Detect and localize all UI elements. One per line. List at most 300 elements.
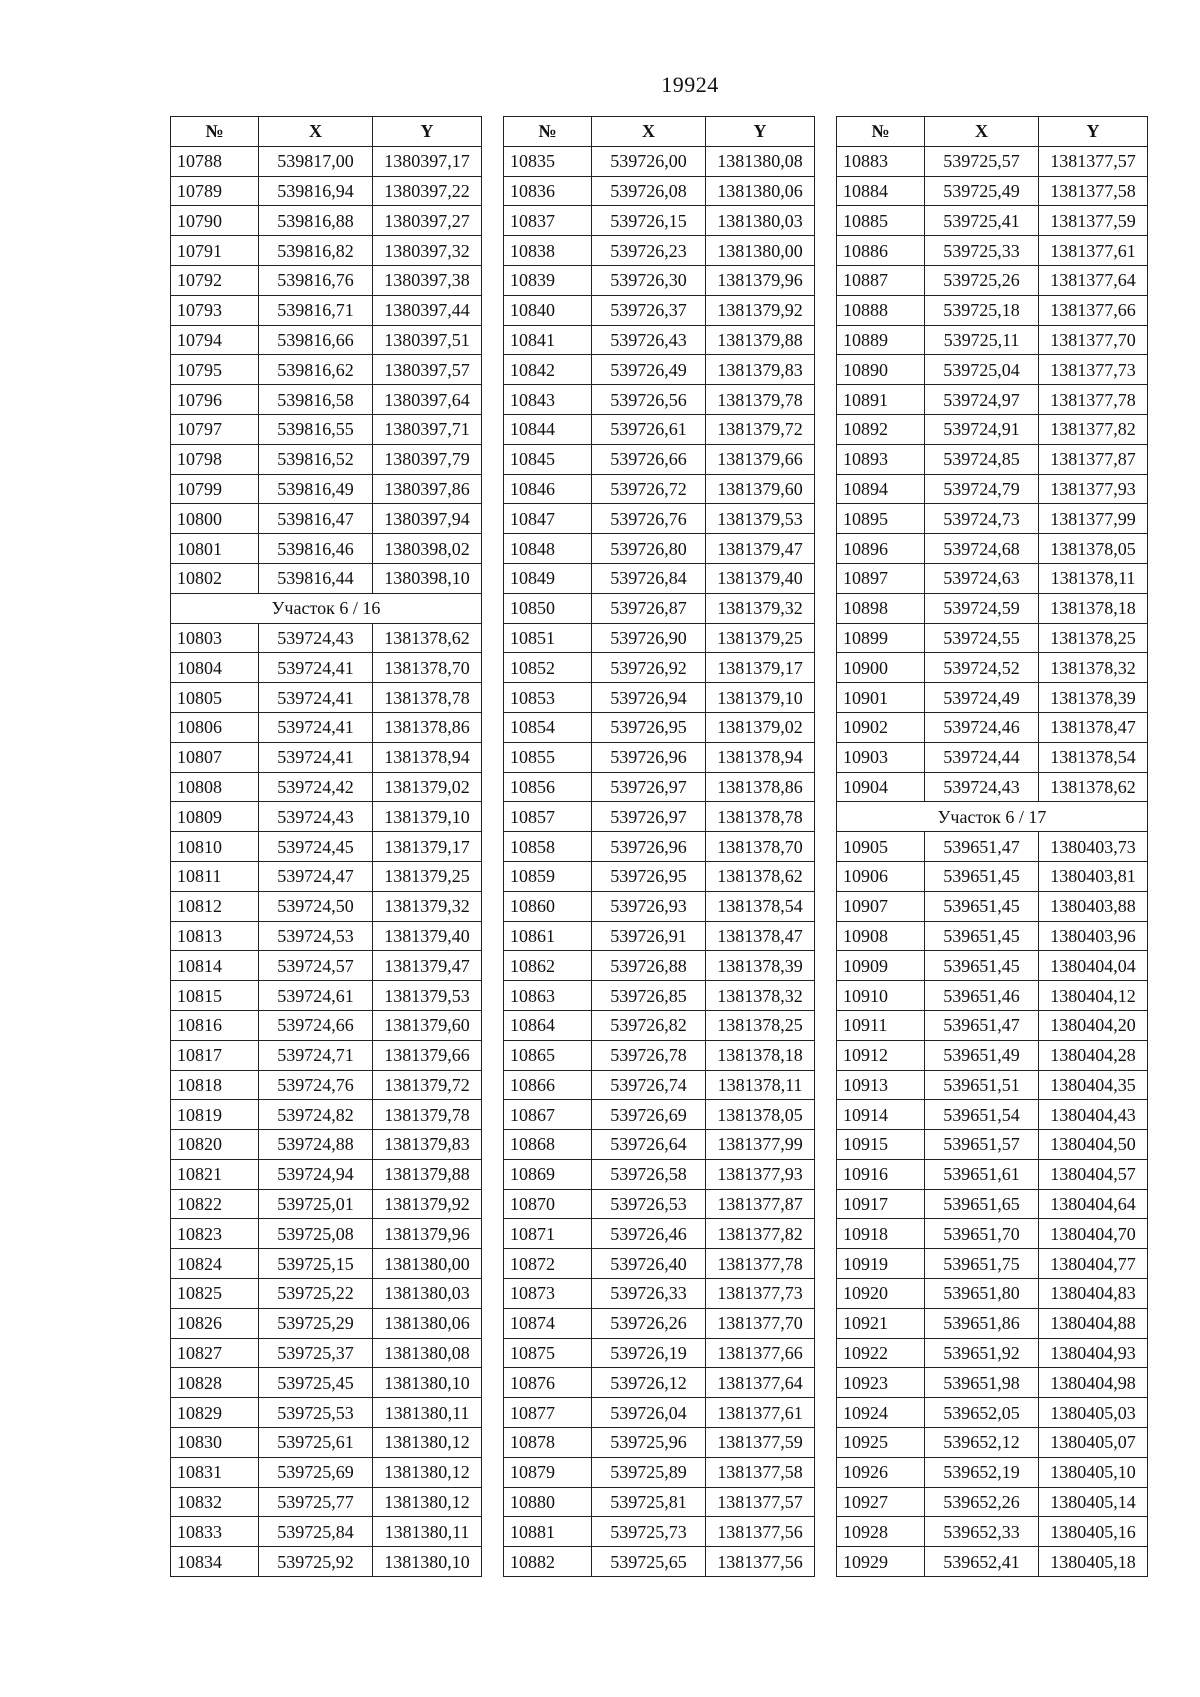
table-row [171,1368,482,1398]
x-coordinate: 539724,63 [925,563,1039,593]
y-coordinate: 1381380,03 [373,1279,482,1309]
x-coordinate: 539726,85 [592,981,706,1011]
y-coordinate: 1381379,72 [373,1070,482,1100]
point-number: 10829 [171,1398,259,1428]
x-coordinate: 539726,43 [592,325,706,355]
y-coordinate: 1380404,77 [1039,1249,1148,1279]
point-number: 10868 [504,1130,592,1160]
table-row [837,742,1148,772]
y-coordinate: 1381378,05 [706,1100,815,1130]
y-coordinate: 1380397,86 [373,474,482,504]
point-number: 10846 [504,474,592,504]
point-number: 10832 [171,1487,259,1517]
point-number: 10807 [171,742,259,772]
table-row [504,474,815,504]
y-coordinate: 1381378,47 [706,921,815,951]
point-number: 10791 [171,236,259,266]
table-row [837,444,1148,474]
table-row [171,951,482,981]
y-coordinate: 1380397,17 [373,146,482,176]
x-coordinate: 539724,53 [259,921,373,951]
x-coordinate: 539726,30 [592,265,706,295]
table-row [504,1398,815,1428]
y-coordinate: 1381379,17 [373,832,482,862]
point-number: 10800 [171,504,259,534]
table-row [504,1338,815,1368]
table-row [837,861,1148,891]
y-coordinate: 1381380,11 [373,1517,482,1547]
y-coordinate: 1381379,10 [373,802,482,832]
y-coordinate: 1380397,51 [373,325,482,355]
x-coordinate: 539651,57 [925,1130,1039,1160]
point-number: 10810 [171,832,259,862]
x-coordinate: 539652,33 [925,1517,1039,1547]
x-coordinate: 539726,37 [592,295,706,325]
table-row [171,653,482,683]
table-row [504,861,815,891]
x-coordinate: 539724,43 [925,772,1039,802]
table-row [171,861,482,891]
y-coordinate: 1381377,56 [706,1517,815,1547]
y-coordinate: 1381377,57 [1039,146,1148,176]
table-row [837,1010,1148,1040]
x-coordinate: 539726,53 [592,1189,706,1219]
x-coordinate: 539726,33 [592,1279,706,1309]
x-coordinate: 539816,71 [259,295,373,325]
table-row [504,1040,815,1070]
table-row [171,146,482,176]
point-number: 10872 [504,1249,592,1279]
point-number: 10910 [837,981,925,1011]
x-coordinate: 539726,08 [592,176,706,206]
point-number: 10822 [171,1189,259,1219]
header-y: Y [1039,117,1148,147]
y-coordinate: 1380397,71 [373,414,482,444]
table-row [504,206,815,236]
point-number: 10803 [171,623,259,653]
x-coordinate: 539652,26 [925,1487,1039,1517]
table-row [504,981,815,1011]
x-coordinate: 539816,58 [259,385,373,415]
y-coordinate: 1381380,08 [373,1338,482,1368]
x-coordinate: 539651,70 [925,1219,1039,1249]
point-number: 10906 [837,861,925,891]
table-row [504,1219,815,1249]
table-row [837,1100,1148,1130]
x-coordinate: 539724,44 [925,742,1039,772]
x-coordinate: 539651,45 [925,861,1039,891]
header-no: № [171,117,259,147]
x-coordinate: 539726,40 [592,1249,706,1279]
table-row [504,385,815,415]
table-row [171,1308,482,1338]
x-coordinate: 539726,46 [592,1219,706,1249]
point-number: 10851 [504,623,592,653]
y-coordinate: 1381377,82 [1039,414,1148,444]
y-coordinate: 1381378,86 [373,712,482,742]
y-coordinate: 1380398,10 [373,563,482,593]
point-number: 10856 [504,772,592,802]
x-coordinate: 539816,66 [259,325,373,355]
y-coordinate: 1381377,64 [706,1368,815,1398]
y-coordinate: 1381378,11 [706,1070,815,1100]
y-coordinate: 1380404,70 [1039,1219,1148,1249]
point-number: 10876 [504,1368,592,1398]
point-number: 10928 [837,1517,925,1547]
y-coordinate: 1380404,57 [1039,1159,1148,1189]
x-coordinate: 539816,49 [259,474,373,504]
point-number: 10821 [171,1159,259,1189]
y-coordinate: 1380397,38 [373,265,482,295]
x-coordinate: 539726,64 [592,1130,706,1160]
x-coordinate: 539725,77 [259,1487,373,1517]
y-coordinate: 1381377,78 [706,1249,815,1279]
y-coordinate: 1381378,54 [706,891,815,921]
table-row [837,1159,1148,1189]
point-number: 10905 [837,832,925,862]
y-coordinate: 1381377,57 [706,1487,815,1517]
x-coordinate: 539725,22 [259,1279,373,1309]
point-number: 10893 [837,444,925,474]
y-coordinate: 1380404,12 [1039,981,1148,1011]
point-number: 10878 [504,1428,592,1458]
table-row [171,623,482,653]
point-number: 10879 [504,1457,592,1487]
x-coordinate: 539816,55 [259,414,373,444]
y-coordinate: 1381379,02 [706,712,815,742]
table-row [504,236,815,266]
x-coordinate: 539725,41 [925,206,1039,236]
y-coordinate: 1380405,03 [1039,1398,1148,1428]
y-coordinate: 1381377,70 [1039,325,1148,355]
x-coordinate: 539816,76 [259,265,373,295]
point-number: 10927 [837,1487,925,1517]
table-row [837,1398,1148,1428]
point-number: 10904 [837,772,925,802]
point-number: 10815 [171,981,259,1011]
x-coordinate: 539726,95 [592,712,706,742]
point-number: 10838 [504,236,592,266]
x-coordinate: 539724,43 [259,623,373,653]
point-number: 10896 [837,534,925,564]
table-row [504,444,815,474]
x-coordinate: 539725,96 [592,1428,706,1458]
x-coordinate: 539724,91 [925,414,1039,444]
y-coordinate: 1381378,54 [1039,742,1148,772]
point-number: 10895 [837,504,925,534]
y-coordinate: 1381377,78 [1039,385,1148,415]
point-number: 10816 [171,1010,259,1040]
x-coordinate: 539816,82 [259,236,373,266]
point-number: 10899 [837,623,925,653]
y-coordinate: 1380403,73 [1039,832,1148,862]
x-coordinate: 539724,47 [259,861,373,891]
x-coordinate: 539726,87 [592,593,706,623]
y-coordinate: 1381379,60 [706,474,815,504]
table-row [504,593,815,623]
table-row [171,683,482,713]
table-row [171,1338,482,1368]
table-row [504,742,815,772]
x-coordinate: 539725,01 [259,1189,373,1219]
y-coordinate: 1381380,10 [373,1368,482,1398]
point-number: 10831 [171,1457,259,1487]
table-row [171,236,482,266]
x-coordinate: 539725,26 [925,265,1039,295]
y-coordinate: 1381378,86 [706,772,815,802]
x-coordinate: 539652,41 [925,1547,1039,1577]
y-coordinate: 1380397,27 [373,206,482,236]
point-number: 10925 [837,1428,925,1458]
point-number: 10857 [504,802,592,832]
point-number: 10873 [504,1279,592,1309]
point-number: 10835 [504,146,592,176]
table-body [837,146,1148,1576]
y-coordinate: 1381377,82 [706,1219,815,1249]
table-row [171,1010,482,1040]
header-y: Y [706,117,815,147]
y-coordinate: 1381378,78 [373,683,482,713]
table-row [171,1040,482,1070]
point-number: 10818 [171,1070,259,1100]
point-number: 10914 [837,1100,925,1130]
x-coordinate: 539726,78 [592,1040,706,1070]
table-row [837,355,1148,385]
y-coordinate: 1381379,53 [706,504,815,534]
y-coordinate: 1381379,92 [706,295,815,325]
x-coordinate: 539726,12 [592,1368,706,1398]
y-coordinate: 1381380,12 [373,1428,482,1458]
point-number: 10826 [171,1308,259,1338]
table-row [171,1070,482,1100]
table-row [837,146,1148,176]
table-row [837,265,1148,295]
x-coordinate: 539726,92 [592,653,706,683]
y-coordinate: 1380404,88 [1039,1308,1148,1338]
table-row [504,265,815,295]
x-coordinate: 539651,47 [925,1010,1039,1040]
table-row [171,1219,482,1249]
x-coordinate: 539651,46 [925,981,1039,1011]
x-coordinate: 539724,66 [259,1010,373,1040]
point-number: 10867 [504,1100,592,1130]
coordinates-table-2 [503,116,815,1577]
point-number: 10870 [504,1189,592,1219]
point-number: 10901 [837,683,925,713]
y-coordinate: 1381378,39 [706,951,815,981]
table-row [837,236,1148,266]
x-coordinate: 539726,23 [592,236,706,266]
point-number: 10920 [837,1279,925,1309]
y-coordinate: 1380397,22 [373,176,482,206]
point-number: 10869 [504,1159,592,1189]
table-row [837,593,1148,623]
y-coordinate: 1381379,83 [706,355,815,385]
point-number: 10862 [504,951,592,981]
y-coordinate: 1381378,62 [706,861,815,891]
point-number: 10915 [837,1130,925,1160]
x-coordinate: 539726,96 [592,742,706,772]
table-row [504,951,815,981]
y-coordinate: 1380405,16 [1039,1517,1148,1547]
table-row [504,772,815,802]
table-row [171,891,482,921]
x-coordinate: 539724,41 [259,712,373,742]
x-coordinate: 539725,89 [592,1457,706,1487]
table-row [837,712,1148,742]
y-coordinate: 1380403,88 [1039,891,1148,921]
header-no: № [837,117,925,147]
x-coordinate: 539725,04 [925,355,1039,385]
point-number: 10797 [171,414,259,444]
y-coordinate: 1380404,93 [1039,1338,1148,1368]
table-row [837,623,1148,653]
x-coordinate: 539726,93 [592,891,706,921]
y-coordinate: 1381380,06 [706,176,815,206]
x-coordinate: 539651,65 [925,1189,1039,1219]
x-coordinate: 539651,80 [925,1279,1039,1309]
point-number: 10842 [504,355,592,385]
x-coordinate: 539816,62 [259,355,373,385]
x-coordinate: 539726,76 [592,504,706,534]
table-row [504,1547,815,1577]
table-row [837,1070,1148,1100]
x-coordinate: 539652,05 [925,1398,1039,1428]
x-coordinate: 539724,55 [925,623,1039,653]
point-number: 10880 [504,1487,592,1517]
table-row [837,414,1148,444]
x-coordinate: 539651,51 [925,1070,1039,1100]
x-coordinate: 539726,72 [592,474,706,504]
y-coordinate: 1380404,50 [1039,1130,1148,1160]
x-coordinate: 539726,56 [592,385,706,415]
point-number: 10913 [837,1070,925,1100]
table-row [837,1428,1148,1458]
x-coordinate: 539724,43 [259,802,373,832]
table-row [504,1308,815,1338]
table-row [504,683,815,713]
point-number: 10841 [504,325,592,355]
header-no: № [504,117,592,147]
y-coordinate: 1380404,83 [1039,1279,1148,1309]
table-row [837,504,1148,534]
y-coordinate: 1381377,87 [706,1189,815,1219]
point-number: 10861 [504,921,592,951]
table-row [171,1517,482,1547]
x-coordinate: 539726,61 [592,414,706,444]
table-row [504,623,815,653]
x-coordinate: 539726,74 [592,1070,706,1100]
table-row [837,1517,1148,1547]
point-number: 10825 [171,1279,259,1309]
table-row [504,1249,815,1279]
x-coordinate: 539726,94 [592,683,706,713]
x-coordinate: 539725,84 [259,1517,373,1547]
y-coordinate: 1381379,40 [373,921,482,951]
table-row [504,176,815,206]
table-row [171,1279,482,1309]
x-coordinate: 539724,68 [925,534,1039,564]
point-number: 10843 [504,385,592,415]
point-number: 10833 [171,1517,259,1547]
y-coordinate: 1381379,96 [373,1219,482,1249]
table-row [171,1457,482,1487]
y-coordinate: 1381378,11 [1039,563,1148,593]
y-coordinate: 1380398,02 [373,534,482,564]
y-coordinate: 1380405,07 [1039,1428,1148,1458]
point-number: 10891 [837,385,925,415]
y-coordinate: 1381379,78 [373,1100,482,1130]
x-coordinate: 539725,45 [259,1368,373,1398]
x-coordinate: 539726,66 [592,444,706,474]
x-coordinate: 539726,26 [592,1308,706,1338]
point-number: 10883 [837,146,925,176]
y-coordinate: 1381377,64 [1039,265,1148,295]
y-coordinate: 1381378,18 [1039,593,1148,623]
table-row [171,1487,482,1517]
table-row [504,802,815,832]
x-coordinate: 539816,46 [259,534,373,564]
x-coordinate: 539651,45 [925,921,1039,951]
page-number: 19924 [661,72,719,97]
x-coordinate: 539725,15 [259,1249,373,1279]
table-row [837,1279,1148,1309]
point-number: 10819 [171,1100,259,1130]
x-coordinate: 539724,57 [259,951,373,981]
point-number: 10793 [171,295,259,325]
y-coordinate: 1381378,62 [373,623,482,653]
x-coordinate: 539724,85 [925,444,1039,474]
table-row [837,951,1148,981]
point-number: 10813 [171,921,259,951]
point-number: 10853 [504,683,592,713]
y-coordinate: 1381379,60 [373,1010,482,1040]
x-coordinate: 539725,61 [259,1428,373,1458]
table-row [171,325,482,355]
x-coordinate: 539726,19 [592,1338,706,1368]
table-row [504,504,815,534]
y-coordinate: 1381377,73 [706,1279,815,1309]
y-coordinate: 1381378,25 [706,1010,815,1040]
y-coordinate: 1381377,61 [706,1398,815,1428]
point-number: 10918 [837,1219,925,1249]
table-row [837,1338,1148,1368]
point-number: 10830 [171,1428,259,1458]
table-header-row [171,117,482,147]
point-number: 10790 [171,206,259,236]
point-number: 10798 [171,444,259,474]
table-row [837,1308,1148,1338]
x-coordinate: 539726,95 [592,861,706,891]
x-coordinate: 539651,75 [925,1249,1039,1279]
point-number: 10806 [171,712,259,742]
x-coordinate: 539725,69 [259,1457,373,1487]
x-coordinate: 539726,88 [592,951,706,981]
y-coordinate: 1380404,20 [1039,1010,1148,1040]
table-row [171,534,482,564]
point-number: 10866 [504,1070,592,1100]
y-coordinate: 1380397,79 [373,444,482,474]
point-number: 10884 [837,176,925,206]
table-row [837,474,1148,504]
point-number: 10902 [837,712,925,742]
point-number: 10860 [504,891,592,921]
y-coordinate: 1381377,58 [706,1457,815,1487]
table-row [504,1130,815,1160]
section-label: Участок 6 / 16 [171,593,482,623]
point-number: 10864 [504,1010,592,1040]
table-row [837,772,1148,802]
